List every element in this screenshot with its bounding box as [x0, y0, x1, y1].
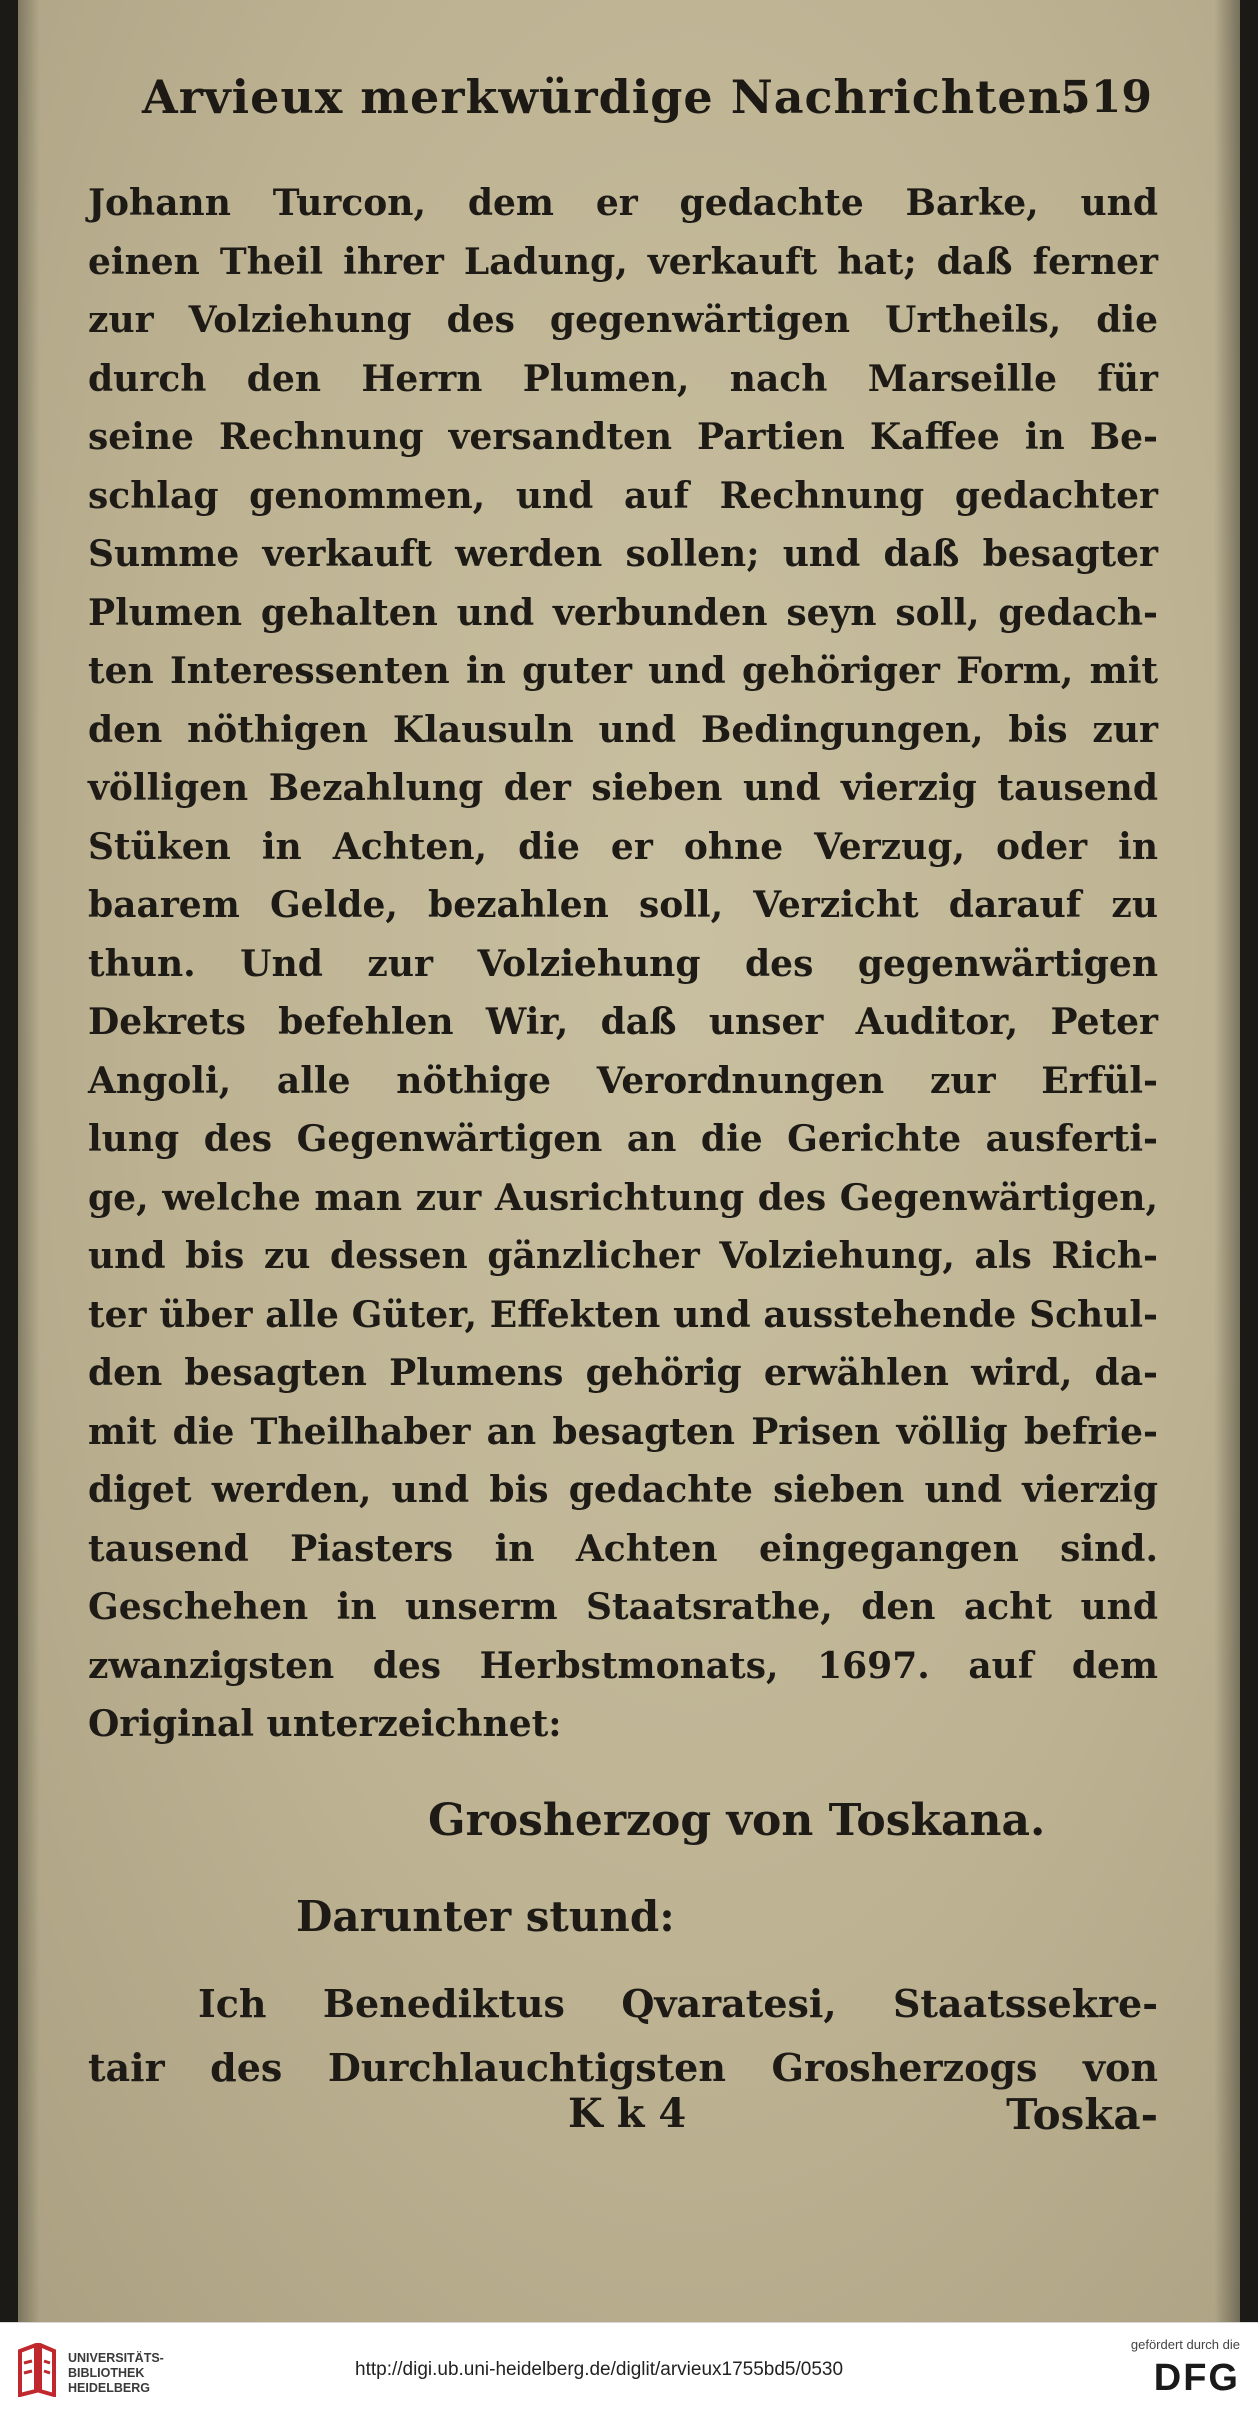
text-line: Johann Turcon, dem er gedachte Barke, und [88, 182, 1158, 224]
text-line: einen Theil ihrer Ladung, verkauft hat; daß ferner [88, 240, 1158, 283]
dfg-logo-icon: DFG [1153, 2357, 1240, 2399]
catchword: Toska- [1006, 2090, 1158, 2139]
page-header [142, 70, 1152, 142]
text-line: schlag genommen, und auf Rechnung gedachter [88, 474, 1158, 517]
text-line: zur Volziehung des gegenwärtigen Urtheils, die [88, 299, 1158, 341]
library-name [68, 2351, 164, 2396]
library-name-line: UNIVERSITÄTS- [68, 2351, 164, 2365]
viewer-footer [0, 2322, 1258, 2415]
source-url-link[interactable]: http://digi.ub.uni-heidelberg.de/diglit/arvieux1755bd5/0530 [355, 2359, 844, 2380]
page-number: 519 [1060, 72, 1152, 123]
text-line: durch den Herrn Plumen, nach Marseille für [88, 357, 1158, 400]
funding-credit [1100, 2337, 1240, 2398]
text-line: diget werden, und bis gedachte sieben und vierzig [88, 1469, 1158, 1511]
university-library-logo-icon [14, 2343, 60, 2397]
text-line: tausend Piasters in Achten eingegangen sind. [88, 1527, 1158, 1570]
main-text-block [88, 174, 1158, 1754]
funding-caption: gefördert durch die [1130, 2337, 1240, 2352]
underneath-heading: Darunter stund: [296, 1892, 675, 1941]
text-line: den besagten Plumens gehörig erwählen wird, da- [88, 1352, 1158, 1394]
text-line: mit die Theilhaber an besagten Prisen völlig befrie- [88, 1410, 1158, 1453]
catch-line [88, 2090, 1158, 2154]
ducal-signature: Grosherzog von Toskana. [428, 1795, 1046, 1846]
text-line: völligen Bezahlung der sieben und vierzig tausend [88, 767, 1158, 809]
library-name-line: HEIDELBERG [68, 2381, 150, 2395]
book-page [18, 0, 1240, 2322]
text-line: den nöthigen Klausuln und Bedingungen, bis zur [88, 708, 1158, 751]
text-line: und bis zu dessen gänzlicher Volziehung, als Rich- [88, 1235, 1158, 1277]
text-line: lung des Gegenwärtigen an die Gerichte ausferti- [88, 1118, 1158, 1160]
signature-mark: K k 4 [568, 2090, 687, 2137]
gutter-shadow [18, 0, 40, 2322]
text-line: Dekrets befehlen Wir, daß unser Auditor, Peter [88, 1001, 1158, 1043]
text-line: Angoli, alle nöthige Verordnungen zur Erfül- [88, 1059, 1158, 1102]
text-line: Original unterzeichnet: [88, 1703, 562, 1745]
text-line: zwanzigsten des Herbstmonats, 1697. auf dem [88, 1644, 1158, 1687]
text-line: Geschehen in unserm Staatsrathe, den acht und [88, 1586, 1158, 1628]
text-line: baarem Gelde, bezahlen soll, Verzicht darauf zu [88, 884, 1158, 926]
running-title: Arvieux merkwürdige Nachrichten. [142, 70, 1080, 124]
text-line: ten Interessenten in guter und gehöriger Form, mit [88, 650, 1158, 692]
text-line: Plumen gehalten und verbunden seyn soll, gedach- [88, 591, 1158, 634]
edge-shadow [1214, 0, 1240, 2322]
text-line: Ich Benediktus Qvaratesi, Staatssekre- [198, 1981, 1158, 2026]
text-line: Summe verkauft werden sollen; und daß besagter [88, 533, 1158, 575]
library-name-line: BIBLIOTHEK [68, 2366, 145, 2380]
text-line: ge, welche man zur Ausrichtung des Gegenwärtigen, [88, 1176, 1158, 1219]
text-line: tair des Durchlauchtigsten Grosherzogs von [88, 2045, 1158, 2090]
text-line: Stüken in Achten, die er ohne Verzug, oder in [88, 825, 1158, 868]
closing-text-block [88, 1972, 1158, 2100]
text-line: thun. Und zur Volziehung des gegenwärtigen [88, 942, 1158, 985]
text-line: ter über alle Güter, Effekten und ausstehende Schul- [88, 1293, 1158, 1336]
text-line: seine Rechnung versandten Partien Kaffee in Be- [88, 416, 1158, 458]
